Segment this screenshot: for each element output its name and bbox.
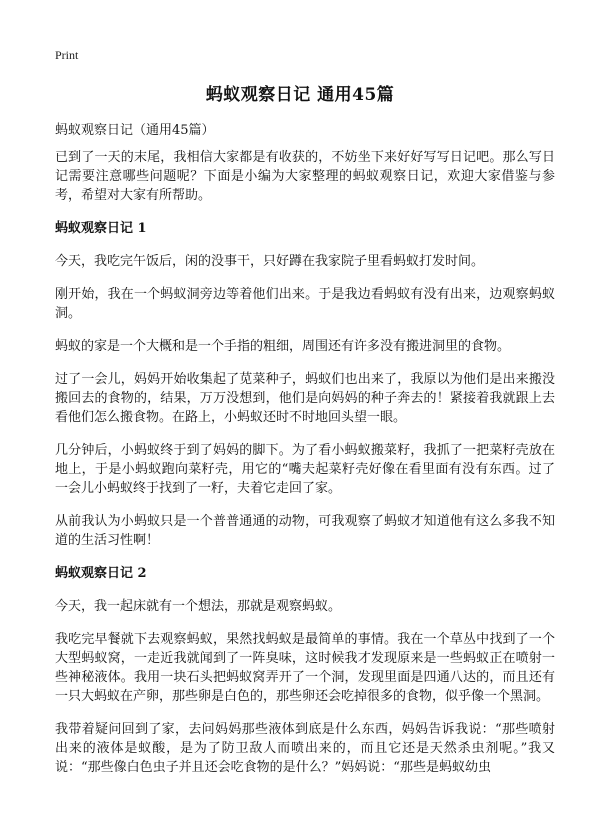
paragraph: 今天，我吃完午饭后，闲的没事干，只好蹲在我家院子里看蚂蚁打发时间。 bbox=[55, 254, 485, 269]
paragraph: 过了一会儿，妈妈开始收集起了苋菜种子，蚂蚁们也出来了，我原以为他们是出来搬没搬回去的食物的，结果，万万没想到，他们是向妈妈的种子奔去的！紧接着我就跟上去看他们怎么搬食物。在路上，小蚂蚁还时不时地回头望一眼。 bbox=[55, 372, 555, 425]
document-subtitle: 蚂蚁观察日记（通用45篇） bbox=[55, 123, 215, 138]
paragraph: 我吃完早餐就下去观察蚂蚁，果然找蚂蚁是最简单的事情。我在一个草丛中找到了一个大型蚂蚁窝，一走近我就闻到了一阵臭味，这时候我才发现原来是一些蚂蚁正在喷射一些神秘液体。我用一块石头把蚂蚁窝弄开了一个洞，发现里面是四通八达的，而且还有一只大蚂蚁在产卵，那些卵是白色的，那些卵还会吃掉很多的食物，似乎像一个黑洞。 bbox=[55, 632, 555, 704]
paragraph: 蚂蚁的家是一个大概和是一个手指的粗细，周围还有许多没有搬进洞里的食物。 bbox=[55, 339, 511, 354]
section-heading: 蚂蚁观察日记 2 bbox=[55, 566, 147, 581]
paragraph: 我带着疑问回到了家，去问妈妈那些液体到底是什么东西，妈妈告诉我说：“那些喷射出来的液体是蚁酸，是为了防卫敌人而喷出来的，而且它还是天然杀虫剂呢。”我又说：“那些像白色虫子并且还会吃食物的是什么？”妈妈说：“那些是蚂蚁幼虫 bbox=[55, 722, 555, 775]
intro-paragraph: 已到了一天的末尾，我相信大家都是有收获的，不妨坐下来好好写写日记吧。那么写日记需要注意哪些问题呢？下面是小编为大家整理的蚂蚁观察日记，欢迎大家借鉴与参考，希望对大家有所帮助。 bbox=[55, 150, 555, 203]
page-title: 蚂蚁观察日记 通用45篇 bbox=[205, 85, 395, 105]
print-link[interactable]: Print bbox=[55, 48, 79, 62]
paragraph: 今天，我一起床就有一个想法，那就是观察蚂蚁。 bbox=[55, 599, 342, 614]
paragraph: 刚开始，我在一个蚂蚁洞旁边等着他们出来。于是我边看蚂蚁有没有出来，边观察蚂蚁洞。 bbox=[55, 287, 555, 321]
paragraph: 从前我认为小蚂蚁只是一个普普通通的动物，可我观察了蚂蚁才知道他有这么多我不知道的生活习性啊！ bbox=[55, 514, 555, 548]
article-body bbox=[55, 148, 555, 791]
section-heading: 蚂蚁观察日记 1 bbox=[55, 221, 147, 236]
paragraph: 几分钟后，小蚂蚁终于到了妈妈的脚下。为了看小蚂蚁搬菜籽，我抓了一把菜籽壳放在地上，于是小蚂蚁跑向菜籽壳，用它的“嘴夫起菜籽壳好像在看里面有没有东西。过了一会儿小蚂蚁终于找到了一籽，夫着它走回了家。 bbox=[55, 443, 555, 496]
